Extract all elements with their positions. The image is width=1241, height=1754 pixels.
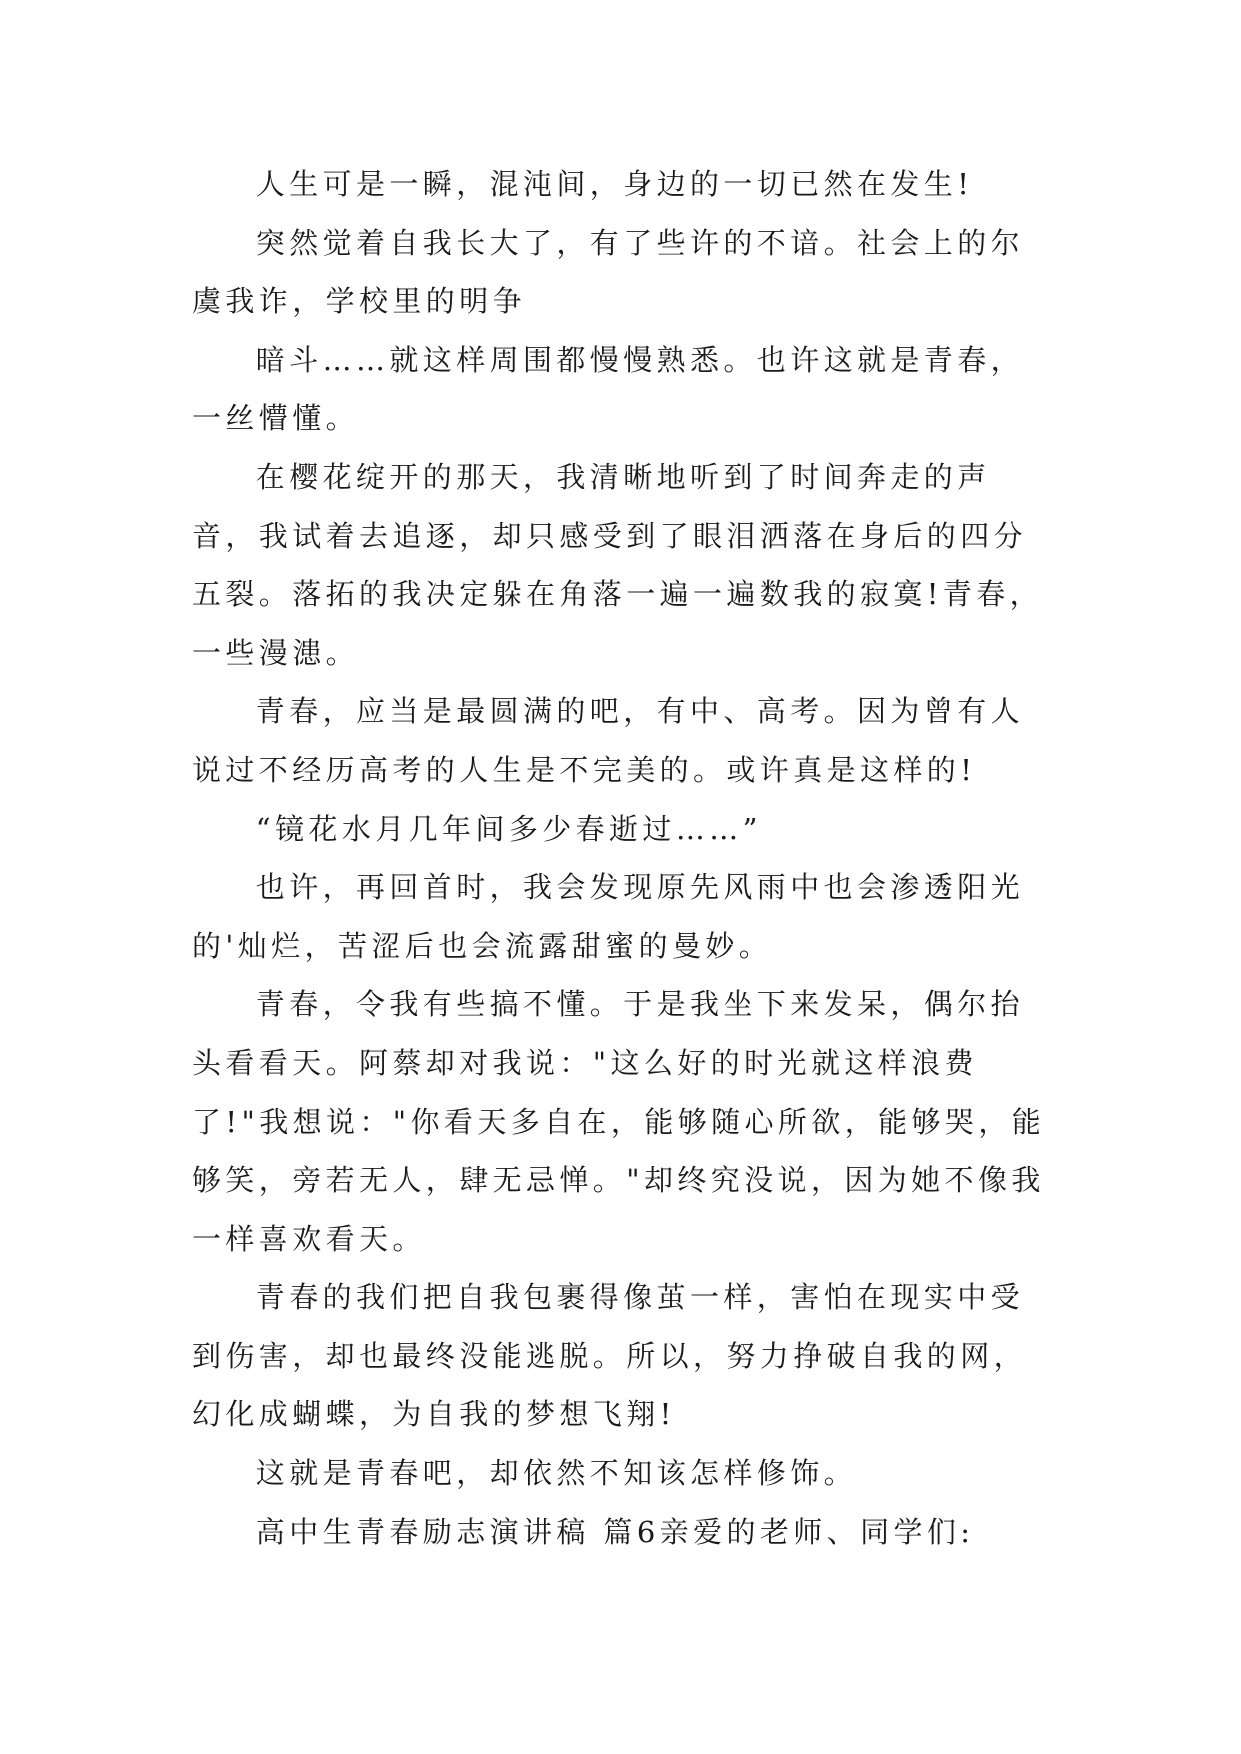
paragraph-2: 突然觉着自我长大了，有了些许的不谙。社会上的尔虞我诈，学校里的明争 xyxy=(192,225,1024,319)
paragraph-1: 人生可是一瞬，混沌间，身边的一切已然在发生! xyxy=(255,167,974,201)
paragraph-9: 青春的我们把自我包裹得像茧一样，害怕在现实中受到伤害，却也最终没能逃脱。所以，努力挣破自我的网，幻化成蝴蝶，为自我的梦想飞翔! xyxy=(192,1280,1028,1432)
paragraph-5: 青春，应当是最圆满的吧，有中、高考。因为曾有人说过不经历高考的人生是不完美的。或许真是这样的! xyxy=(192,694,1024,787)
paragraph-10: 这就是青春吧，却依然不知该怎样修饰。 xyxy=(255,1456,857,1491)
paragraph-8: 青春，令我有些搞不懂。于是我坐下来发呆，偶尔抬头看看天。阿蔡却对我说："这么好的时光就这样浪费了!"我想说："你看天多自在，能够随心所欲，能够哭，能够笑，旁若无人，肆无忌惮。"却终究没说，因为她不像我一样喜欢看天。 xyxy=(192,987,1046,1256)
paragraph-3: 暗斗……就这样周围都慢慢熟悉。也许这就是青春，一丝懵懂。 xyxy=(192,342,1024,436)
paragraph-11: 高中生青春励志演讲稿 篇6亲爱的老师、同学们: xyxy=(255,1514,975,1549)
paragraph-7: 也许，再回首时，我会发现原先风雨中也会渗透阳光的'灿烂，苦涩后也会流露甜蜜的曼妙。 xyxy=(192,870,1024,963)
paragraph-6: “镜花水月几年间多少春逝过……” xyxy=(255,811,762,846)
paragraph-4: 在樱花绽开的那天，我清晰地听到了时间奔走的声音，我试着去追逐，却只感受到了眼泪洒落在身后的四分五裂。落拓的我决定躲在角落一遍一遍数我的寂寞!青春，一些漫漶。 xyxy=(192,459,1044,670)
document-page xyxy=(192,155,1050,1561)
